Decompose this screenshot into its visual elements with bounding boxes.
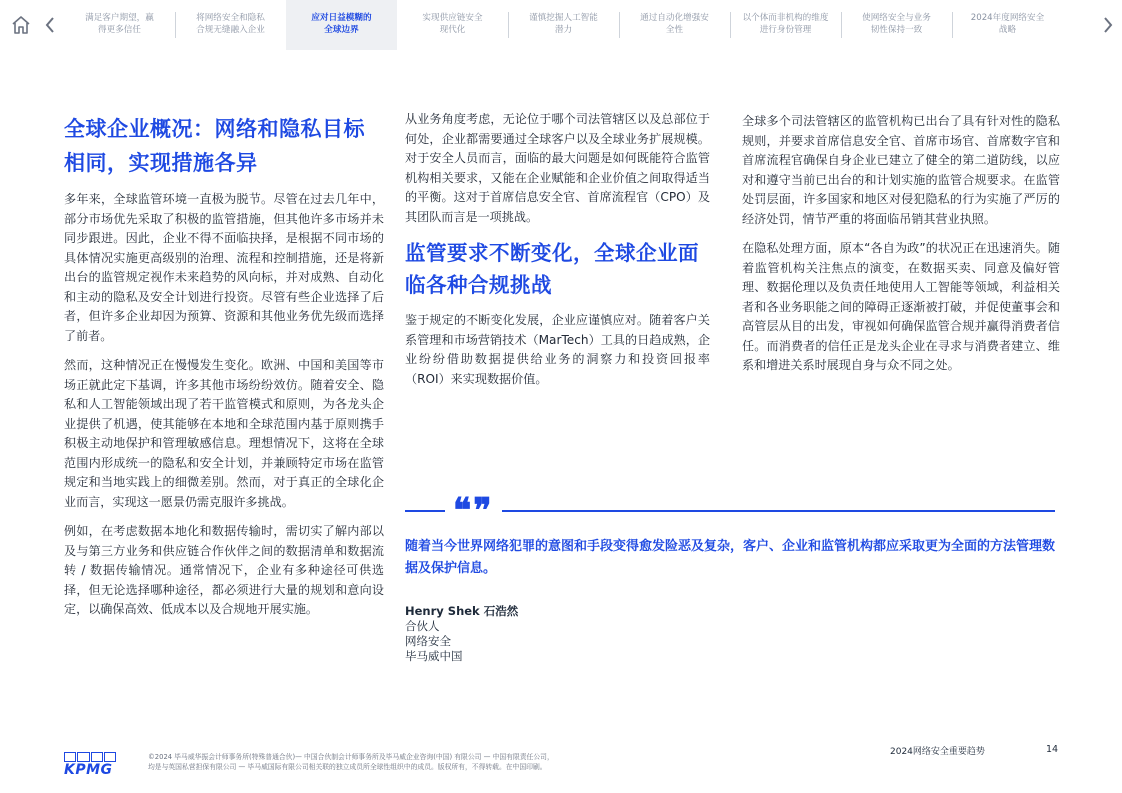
prev-button[interactable] [36,0,64,50]
kpmg-logo: KPMG [64,752,116,778]
tab-automation[interactable]: 通过自动化增强安 全性 [619,0,730,50]
tab-identity-management[interactable]: 以个体而非机构的维度 进行身份管理 [730,0,841,50]
paragraph: 全球多个司法管辖区的监管机构已出台了具有针对性的隐私规则，并要求首席信息安全官、首席市场官、首席数字官和首席流程官确保自身企业已建立了健全的第二道防线，以应对和遵守当前已出台的和计划实施的监管合规要求。在监管处罚层面，许多国家和地区对侵犯隐私的行为实施了严厉的经济处罚，情节严重的将面临吊销其营业执照。 [742,114,1060,226]
column-right [742,112,1060,386]
chevron-right-icon [1102,16,1114,34]
tab-supply-chain[interactable]: 实现供应链安全 现代化 [422,13,483,35]
author-organization: 毕马威中国 [405,649,463,663]
paragraph: 多年来，全球监管环境一直极为脱节。尽管在过去几年中，部分市场优先采取了积极的监管措施，但其他许多市场并未同步跟进。因此，企业不得不面临抉择，是根据不同市场的具体情况实施更高级别的治理、流程和控制措施，还是将新出台的监管规定视作未来趋势的风向标，并对成熟、自动化和主动的隐私及安全计划进行投资。尽管有些企业选择了后者，但许多企业却因为预算、资源和其他业务优先级而选择了前者。 [64,192,384,343]
column-middle [405,110,710,399]
author-name: Henry Shek 石浩然 [405,604,519,618]
tab-privacy-compliance[interactable]: 将网络安全和隐私 合规无缝融入企业 [175,0,286,50]
author-department: 网络安全 [405,634,451,648]
quote-author [405,604,1055,664]
pull-quote [405,491,1056,664]
quote-mark-icon: ❝❞ [453,491,494,531]
footer-document-title: 2024网络安全重要趋势 [890,747,985,757]
next-button[interactable] [1094,0,1122,50]
quote-text: 随着当今世界网络犯罪的意图和手段变得愈发险恶及复杂，客户、企业和监管机构都应采取更为全面的方法管理数据及保护信息。 [405,539,1056,576]
section-heading-global-overview: 全球企业概况：网络和隐私目标相同，实现措施各异 [64,117,365,175]
section-heading-regulatory-change: 监管要求不断变化，全球企业面临各种合规挑战 [405,241,699,297]
tab-strategy-2024[interactable]: 2024年度网络安全 战略 [952,0,1063,50]
chevron-left-icon [44,16,56,34]
section-tabs [64,0,1094,50]
paragraph: 鉴于规定的不断变化发展，企业应谨慎应对。随着客户关系管理和市场营销技术（MarTech）工具的日趋成熟，企业纷纷借助数据提供给业务的洞察力和投资回报率（ROI）来实现数据价值。 [405,313,710,386]
quote-divider [405,491,1055,531]
paragraph: 在隐私处理方面，原本“各自为政”的状况正在迅速消失。随着监管机构关注焦点的演变，在数据买卖、同意及偏好管理、数据伦理以及负责任地使用人工智能等领域，利益相关者和各业务职能之间的障碍正逐渐被打破，并促使董事会和高管层从目的出发，审视如何确保监管合规并赢得消费者信任。而消费者的信任正是龙头企业在寻求与消费者建立、维系和增进关系时展现自身与众不同之处。 [742,241,1060,372]
footer-legal-text: ©2024 毕马威华振会计师事务所(特殊普通合伙)— 中国合伙制会计师事务所及毕马威企业咨询(中国) 有限公司 — 中国有限责任公司， 均是与英国私营担保有限公司 — 毕马威国际有限公司相关联的独立成员所全球性组织中的成员。版权所有，不得转载。在中国印刷。 [148,753,554,771]
home-button[interactable] [0,0,36,50]
page-number: 14 [1046,744,1059,755]
paragraph: 从业务角度考虑，无论位于哪个司法管辖区以及总部位于何处，企业都需要通过全球客户以及全球业务扩展规模。对于安全人员而言，面临的最大问题是如何既能符合监管机构相关要求，又能在企业赋能和企业价值之间取得适当的平衡。这对于首席信息安全官、首席流程官（CPO）及其团队而言是一项挑战。 [405,112,710,224]
tab-ai-potential[interactable]: 谨慎挖掘人工智能 潜力 [508,0,619,50]
paragraph: 然而，这种情况正在慢慢发生变化。欧洲、中国和美国等市场正就此定下基调，许多其他市场纷纷效仿。随着安全、隐私和人工智能领域出现了若干监管模式和原则，为各龙头企业提供了机遇，使其能够在本地和全球范围内基于原则携手积极主动地保护和管理敏感信息。理想情况下，这将在全球范围内形成统一的隐私和安全计划，并兼顾特定市场在监管规定和当地实践上的细微差别。然而，对于真正的全球化企业而言，实现这一愿景仍需克服许多挑战。 [64,358,384,509]
paragraph: 例如，在考虑数据本地化和数据传输时，需切实了解内部以及与第三方业务和供应链合作伙伴之间的数据清单和数据流转 / 数据传输情况。通常情况下，企业有多种途径可供选择，但无论选择哪种途径，都必须进行大量的规划和意向设定，以确保高效、低成本以及合规地开展实施。 [64,524,384,616]
author-role: 合伙人 [405,619,440,633]
column-left [64,110,384,630]
home-icon [10,14,32,36]
tab-business-resilience[interactable]: 使网络安全与业务 韧性保持一致 [841,0,952,50]
top-navigation [0,0,1122,50]
tab-global-boundaries[interactable]: 应对日益模糊的 全球边界 [286,0,397,50]
tab-customer-trust[interactable]: 满足客户期望，赢 得更多信任 [85,13,154,35]
